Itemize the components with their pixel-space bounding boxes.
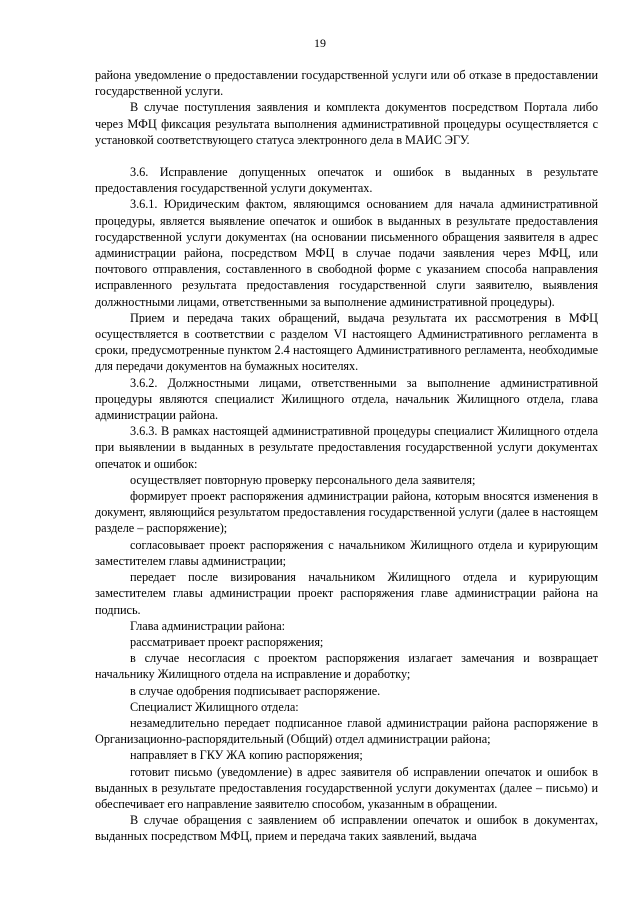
paragraph: рассматривает проект распоряжения; — [130, 634, 324, 649]
paragraph: осуществляет повторную проверку персонального дела заявителя; — [130, 472, 476, 487]
paragraph: в случае одобрения подписывает распоряжение. — [130, 683, 381, 698]
paragraph: передает после визирования начальником Жилищного отдела и курирующим заместителем главы администрации проект распоряжения главе администрации района на подпись. — [95, 570, 598, 617]
paragraph: Глава администрации района: — [130, 618, 286, 633]
paragraph: 3.6. Исправление допущенных опечаток и ошибок в выданных в результате предоставления государственной услуги документах. — [95, 165, 598, 196]
paragraph: В случае поступления заявления и комплекта документов посредством Портала либо через МФЦ фиксация результата выполнения административной процедуры осуществляется с установкой соответствующего статуса электронного дела в МАИС ЭГУ. — [95, 100, 598, 147]
paragraph: Прием и передача таких обращений, выдача результата их рассмотрения в МФЦ осуществляется в соответствии с разделом VI настоящего Административного регламента в сроки, предусмотренные пунктом 2.4 настоящего Административного регламента, необходимые для передачи документов на бумажных носителях. — [95, 310, 598, 374]
paragraph: Специалист Жилищного отдела: — [130, 699, 299, 714]
paragraph: В случае обращения с заявлением об исправлении опечаток и ошибок в документах, выданных посредством МФЦ, прием и передача таких заявлений, выдача — [95, 813, 598, 844]
paragraph: 3.6.2. Должностными лицами, ответственными за выполнение административной процедуры являются специалист Жилищного отдела, начальник Жилищного отдела, глава администрации района. — [95, 375, 598, 423]
paragraph: района уведомление о предоставлении государственной услуги или об отказе в предоставлении государственной услуги. — [95, 68, 598, 99]
paragraph: согласовывает проект распоряжения с начальником Жилищного отдела и курирующим заместителем главы администрации; — [95, 537, 598, 568]
paragraph: готовит письмо (уведомление) в адрес заявителя об исправлении опечаток и ошибок в выданных в результате предоставления государственной услуги документах (далее – письмо) и обеспечивает его направление заявителю способом, указанным в обращении. — [95, 764, 598, 811]
paragraph: 3.6.3. В рамках настоящей административной процедуры специалист Жилищного отдела при выявлении в выданных в результате предоставления государственной услуги документах опечаток и ошибок: — [95, 424, 598, 471]
page-number: 19 — [314, 36, 326, 50]
paragraph: 3.6.1. Юридическим фактом, являющимся основанием для начала административной процедуры, является выявление опечаток и ошибок в выданных в результате предоставления государственной услуги документах (на основании письменного обращения заявителя в адрес администрации района, посредством МФЦ в случае подачи заявления через МФЦ, или почтового отправления, составленного в свободной форме с указанием способа направления исправленного результата предоставления государственной слуги заявителю, выявления должностными лицами, ответственными за выполнение административной процедуры). — [95, 197, 598, 309]
paragraph: незамедлительно передает подписанное главой администрации района распоряжение в Организационно-распорядительный (Общий) отдел администрации района; — [95, 715, 598, 747]
paragraph: в случае несогласия с проектом распоряжения излагает замечания и возвращает начальнику Жилищного отдела на исправление и доработку; — [95, 651, 598, 682]
paragraph: направляет в ГКУ ЖА копию распоряжения; — [130, 748, 363, 763]
paragraph: формирует проект распоряжения администрации района, которым вносятся изменения в документ, являющийся результатом предоставления государственной услуги (далее в настоящем разделе – распоряжение); — [95, 489, 598, 536]
document-body — [95, 67, 598, 845]
